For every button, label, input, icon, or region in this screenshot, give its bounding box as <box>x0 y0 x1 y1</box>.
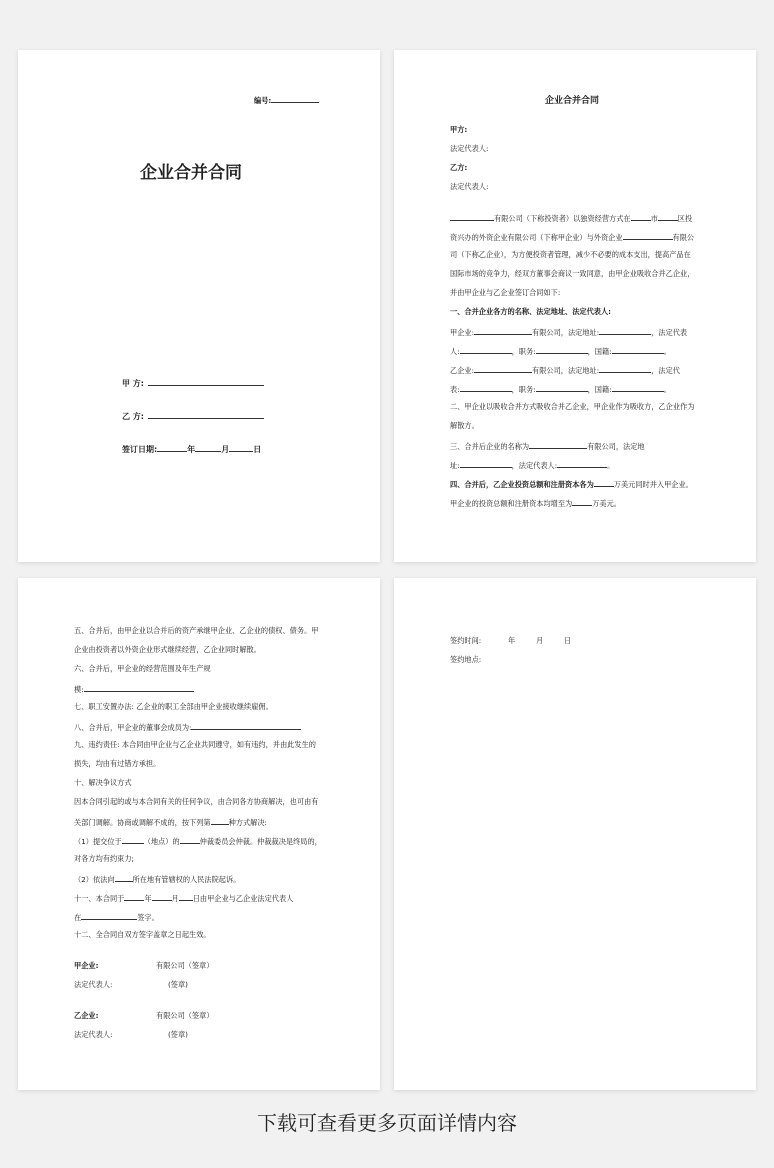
clause-line: 八、合并后，甲企业的董事会成员为: <box>74 721 301 732</box>
clause-line: 表: ，职务: ，国籍: 。 <box>450 385 671 394</box>
contract-page-3 <box>18 578 380 1090</box>
party-a-sign-label: 甲企业: <box>74 961 99 970</box>
page-title: 企业合并合同 <box>545 96 600 106</box>
clause-line: 损失，均由有过错方承担。 <box>74 759 161 768</box>
clause-line: 六、合并后，甲企业的经营范围及年生产规 <box>74 664 211 673</box>
clause-line: 关部门调解。协商或调解不成的，按下列第 种方式解决: <box>74 818 267 827</box>
clause-line: 有限公司（下称投资者）以独资经营方式在 市 区投 <box>450 212 692 223</box>
clause-line: 五、合并后，由甲企业以合并后的资产承继甲企业、乙企业的债权、债务。甲 <box>74 626 319 635</box>
sign-time-month: 月 <box>536 636 544 645</box>
clause-line: （1）提交位于 （地点）的 仲裁委员会仲裁。仲裁裁决是终局的， <box>74 837 322 846</box>
clause-line: 乙企业: 有限公司，法定地址: ，法定代 <box>450 366 680 375</box>
clause-line: （2）依法向 所在地有管辖权的人民法院起诉。 <box>74 875 241 884</box>
party-a: 甲方: <box>450 125 468 134</box>
clause-line: 二、甲企业以吸收合并方式吸收合并乙企业，甲企业作为吸收方，乙企业作为 <box>450 402 695 411</box>
clause-line: 甲企业: 有限公司，法定地址: ，法定代表 <box>450 328 688 337</box>
sign-place-label: 签约地点: <box>450 655 482 664</box>
clause-line: 四、合并后，乙企业投资总额和注册资本各为 万美元同时并入甲企业。 <box>450 480 693 489</box>
contract-number: 编号: <box>254 94 319 105</box>
clause-line: 国际市场的竞争力，经双方董事会商议一致同意，由甲企业吸收合并乙企业， <box>450 269 695 278</box>
clause-line: 对各方均有约束力; <box>74 854 134 863</box>
clause-line: 七、职工安置办法: 乙企业的职工全部由甲企业接收继续雇佣。 <box>74 702 273 711</box>
legal-rep-b-seal: (签章) <box>168 1030 188 1039</box>
party-a-seal: 有限公司（签章） <box>156 961 214 970</box>
legal-rep-a-sign-label: 法定代表人: <box>74 980 113 989</box>
cover-page <box>18 50 380 562</box>
sign-time-day: 日 <box>564 636 572 645</box>
sign-time-label: 签约时间: <box>450 636 482 645</box>
clause-line: 并由甲企业与乙企业签订合同如下: <box>450 288 561 297</box>
contract-page-4 <box>394 578 756 1090</box>
party-b-seal: 有限公司（签章） <box>156 1011 214 1020</box>
clause-line: 三、合并后企业的名称为 有限公司，法定地 <box>450 442 645 451</box>
party-b-sign-label: 乙企业: <box>74 1011 99 1020</box>
legal-rep-b: 法定代表人: <box>450 182 489 191</box>
clause-line: 资兴办的外资企业有限公司（下称甲企业）与外资企业 有限公 <box>450 233 695 242</box>
legal-rep-b-sign-label: 法定代表人: <box>74 1030 113 1039</box>
download-hint: 下载可查看更多页面详情内容 <box>257 1111 517 1135</box>
clause-line: 模: <box>74 683 194 694</box>
sign-date-line: 签订日期: 年 月 日 <box>122 445 262 454</box>
clause-line: 在 签字。 <box>74 913 159 922</box>
party-a-line: 甲 方: <box>122 377 264 389</box>
clause-line: 址: ，法定代表人: 。 <box>450 461 615 470</box>
clause-line: 十、解决争议方式 <box>74 778 132 787</box>
clause-line: 解散方。 <box>450 421 479 430</box>
contract-page-2 <box>394 50 756 562</box>
sign-time-year: 年 <box>508 636 516 645</box>
clause-line: 九、违约责任: 本合同由甲企业与乙企业共同遵守，如有违约，并由此发生的 <box>74 740 316 749</box>
clause-line: 十二、全合同自双方签字盖章之日起生效。 <box>74 930 211 939</box>
party-b-line: 乙 方: <box>122 410 264 422</box>
legal-rep-a: 法定代表人: <box>450 144 489 153</box>
cover-title: 企业合并合同 <box>140 163 242 183</box>
clause-line: 企业由投资者以外资企业形式继续经营，乙企业同时解散。 <box>74 645 261 654</box>
party-b: 乙方: <box>450 163 468 172</box>
clause-line: 司（下称乙企业），为方便投资者管理，减少不必要的成本支出，提高产品在 <box>450 250 691 259</box>
clause-heading: 一、合并企业各方的名称、法定地址、法定代表人: <box>450 307 612 316</box>
clause-line: 甲企业的投资总额和注册资本均增至为 万美元。 <box>450 499 621 508</box>
clause-line: 因本合同引起的或与本合同有关的任何争议，由合同各方协商解决，也可由有 <box>74 797 319 806</box>
legal-rep-a-seal: (签章) <box>168 980 188 989</box>
clause-line: 人: ，职务: ，国籍: 。 <box>450 347 671 356</box>
clause-line: 十一、本合同于 年 月 日由甲企业与乙企业法定代表人 <box>74 894 294 903</box>
